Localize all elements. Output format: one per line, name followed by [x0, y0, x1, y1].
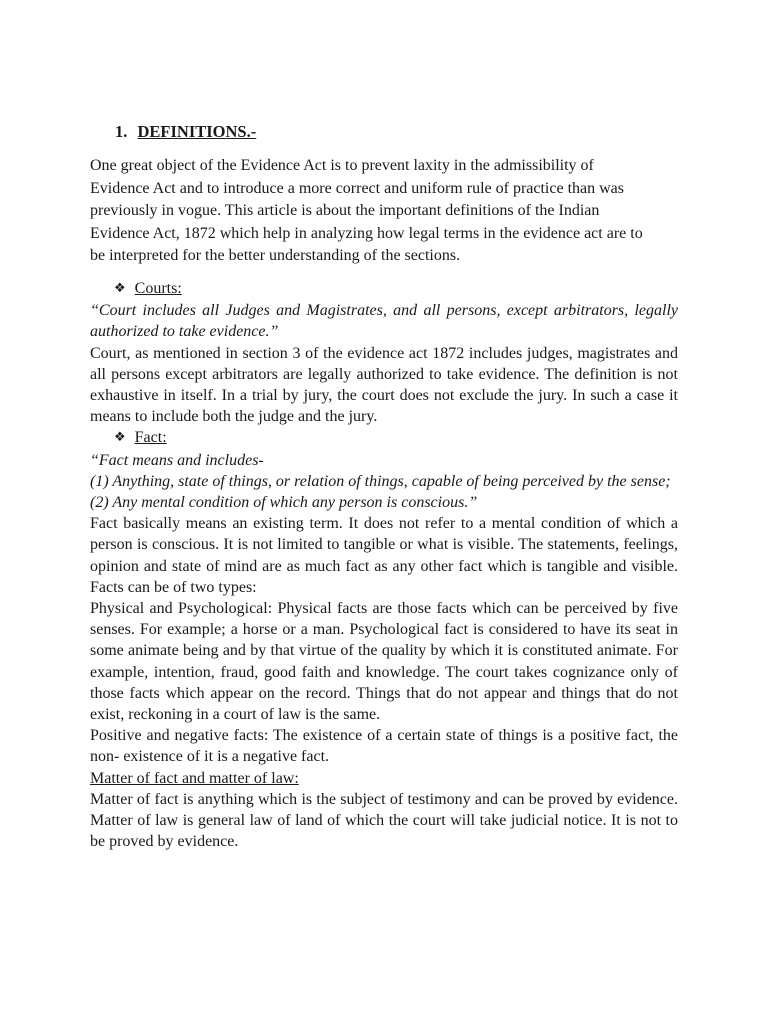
- courts-quote: “Court includes all Judges and Magistrates, and all persons, except arbitrators, legally authorized to take evidence.”: [90, 302, 678, 341]
- courts-label: Courts:: [134, 280, 182, 297]
- fact-quote-line: (2) Any mental condition of which any person is conscious.”: [90, 494, 478, 512]
- section-number: 1.: [115, 122, 128, 141]
- section-heading: [115, 122, 256, 142]
- intro-paragraph: One great object of the Evidence Act is to prevent laxity in the admissibility of Evidence Act and to introduce a more correct and uniform rule of practice than was previously in vogue. This article is about the important definitions of the Indian Evidence Act, 1872 which help in analyzing how legal terms in the evidence act are to be interpreted for the better understanding of the sections.: [90, 157, 643, 264]
- fact-quote-line: “Fact means and includes-: [90, 451, 264, 469]
- four-diamond-bullet-icon: ❖: [114, 281, 126, 296]
- fact-label: Fact:: [134, 429, 167, 447]
- matter-heading: Matter of fact and matter of law:: [90, 769, 299, 787]
- courts-explanation: Court, as mentioned in section 3 of the evidence act 1872 includes judges, magistrates and all persons except arbitrators are legally authorized to take evidence. The definition is not exhaustive in itself. In a trial by jury, the court does not exclude the jury. In such a case it means to include both the judge and the jury.: [90, 344, 678, 426]
- courts-heading: [90, 278, 678, 300]
- fact-heading: [90, 427, 678, 449]
- fact-paragraph: Fact basically means an existing term. It does not refer to a mental condition of which a person is conscious. It is not limited to tangible or what is visible. The statements, feelings, opinion and state of mind are as much fact as any other fact which is tangible and visible. Facts can be of two types:: [90, 515, 678, 596]
- fact-paragraph: Positive and negative facts: The existence of a certain state of things is a positive fact, the non- existence of it is a negative fact.: [90, 727, 678, 766]
- four-diamond-bullet-icon: ❖: [114, 430, 126, 446]
- fact-paragraph: Physical and Psychological: Physical facts are those facts which can be perceived by five senses. For example; a horse or a man. Psychological fact is considered to have its seat in some animate being and by that virtue of the quality by which it is constituted animate. For example, intention, fraud, good faith and knowledge. The court takes cognizance only of those facts which appear on the record. Things that do not appear and things that do not exist, reckoning in a court of law is the same.: [90, 600, 678, 724]
- definitions-body: [90, 278, 678, 852]
- matter-paragraph: Matter of fact is anything which is the subject of testimony and can be proved by evidence. Matter of law is general law of land of which the court will take judicial notice. It is not to be proved by evidence.: [90, 790, 678, 851]
- fact-quote-line: (1) Anything, state of things, or relation of things, capable of being perceived by the sense;: [90, 472, 671, 490]
- section-title: DEFINITIONS.-: [137, 122, 257, 141]
